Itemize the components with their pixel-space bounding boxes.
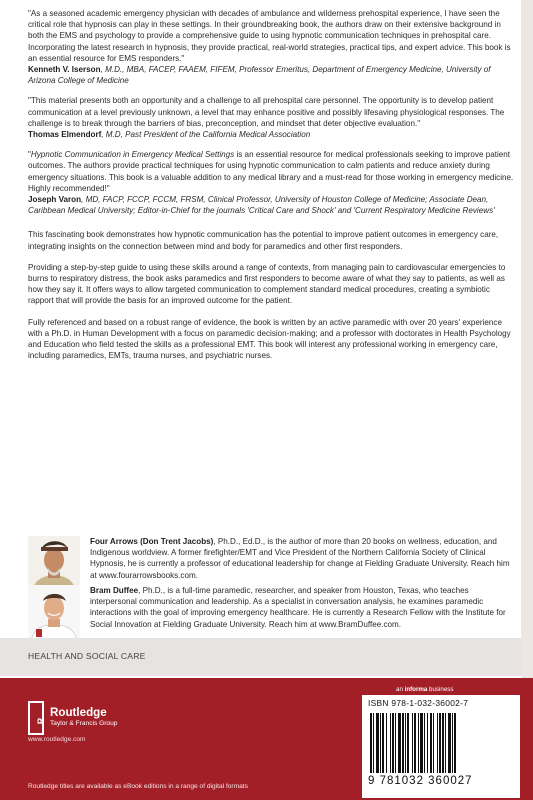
- author-bio: , Ph.D., is a full-time paramedic, researcher, and speaker from Houston, Texas, who teaches interpersonal communication and leadership. As a specialist in conversation analysis, he examines paramedic interactions with the goal of improving emergency healthcare. He is currently a Research Fellow with the Institute for Social Innovation at Fielding Graduate University. Reach him at www.BramDuffee.com.: [90, 586, 506, 629]
- endorser-name: Kenneth V. Iserson: [28, 65, 101, 75]
- svg-text:R: R: [36, 717, 46, 725]
- endorser-name: Thomas Elmendorf: [28, 130, 102, 140]
- author-bio: , Ph.D., Ed.D., is the author of more than 20 books on wellness, education, and Indigenous worldview. A former firefighter/EMT and Vice President of the Northern California Society of Clinical Hypnosis, he is currently a professor of educational leadership for change at Fielding Graduate University. Reach him at www.fourarrowsbooks.com.: [90, 537, 510, 580]
- description-paragraph-3: Fully referenced and based on a robust range of evidence, the book is written by an active paramedic with over 20 years' experience with a Ph.D. in Human Development with a focus on paramedic decision-making; and a professor with doctorates in Health Psychology and Education who field tested the skills as a professional EMT. This book will interest any professional working in emergency care, including paramedics, EMTs, trauma nurses, and psychiatric nurses.: [28, 317, 511, 361]
- endorsement-3: "Hypnotic Communication in Emergency Medical Settings is an essential resource for medical professionals seeking to improve patient outcomes. The authors provide practical techniques for using hypnotic communication to calm patients and reduce anxiety during emergency situations. This book is a valuable addition to any medical library and a must-read for those working in emergency medicine. Highly recommended!" Joseph Varon, MD, FACP, FCCP, FCCM, FRSM, Clinical Professor, University of Houston College of Medicine; Associate Dean, Caribbean Medical University; Editor-in-Chief for the journals 'Critical Care and Shock' and 'Current Respiratory Medicine Reviews': [28, 150, 514, 216]
- description-paragraph-2: Providing a step-by-step guide to using these skills around a range of contexts, from managing pain to cardiovascular emergencies to burns to respiratory distress, the book asks paramedics and first responders to become aware of what they say to patients, as well as how they say it. It offers ways to allow targeted communication to complement standard medical procedures, creating a symbiotic rapport that will provide the basis for an improved outcome for the patient.: [28, 262, 506, 306]
- publisher-subtitle: Taylor & Francis Group: [50, 720, 118, 727]
- endorser-affiliation: , M.D, Past President of the California Medical Association: [101, 130, 311, 140]
- book-title-reference: Hypnotic Communication in Emergency Medical Settings: [30, 150, 235, 160]
- cover-text-block: [28, 8, 514, 371]
- endorsement-1: [28, 8, 514, 86]
- cover-edge: [521, 0, 533, 678]
- author-photo-bram-duffee: [28, 585, 80, 641]
- isbn-text: ISBN 978-1-032-36002-7: [368, 698, 469, 708]
- author-name: Bram Duffee: [90, 586, 139, 595]
- author-bio-2: [28, 585, 514, 643]
- author-name: Four Arrows (Don Trent Jacobs): [90, 537, 214, 546]
- endorsement-text: "As a seasoned academic emergency physician with decades of ambulance and wilderness prehospital experience, I have seen the critical role that hypnosis can play in these settings. In their groundbreaking book, the authors draw on their extensive background in both the EMS and psychology to provide a comprehensive guide to using hypnotic communication techniques in prehospital care. Incorporating the latest research in hypnosis, they provide practical, real-world strategies, practical tips, and expert advice. This book is an essential resource for EMS responders.": [28, 9, 511, 63]
- endorser-name: Joseph Varon: [28, 195, 82, 205]
- endorser-affiliation: , MD, FACP, FCCP, FCCM, FRSM, Clinical Professor, University of Houston College of Medicine; Associate Dean, Caribbean Medical University; Editor-in-Chief for the journals 'Critical Care and Shock' and 'Current Respiratory Medicine Reviews': [28, 195, 495, 216]
- barcode-graphic: [370, 713, 512, 773]
- publisher-name: Routledge: [50, 706, 107, 719]
- isbn-barcode: [362, 695, 520, 798]
- author-bio-text: [90, 585, 514, 630]
- ebook-availability-note: Routledge titles are available as eBook editions in a range of digital formats: [28, 783, 248, 790]
- routledge-logo-icon: [28, 701, 44, 735]
- subject-category-band: [0, 638, 521, 676]
- endorser-affiliation: , M.D., MBA, FACEP, FAAEM, FIFEM, Professor Emeritus, Department of Emergency Medicine, University of Arizona College of Medicine: [28, 65, 491, 86]
- endorsement-text: is an essential resource for medical professionals seeking to improve patient outcomes. The authors provide practical techniques for using hypnotic communication to calm patients and reduce anxiety during emergency situations. This book is a valuable addition to any medical library and a must-read for those working in emergency medicine. Highly recommended!": [28, 150, 514, 193]
- endorsement-text: "This material presents both an opportunity and a challenge to all prehospital care personnel. The opportunity is to develop patient communication at a level previously unknown, a level that may enhance positive and possibly lifesaving physiological responses. The challenge is to break through the barriers of bias, preconception, and mindset that deter objective evaluation.": [28, 96, 505, 128]
- publisher-website: www.routledge.com: [28, 736, 86, 743]
- informa-business-tag: an informa business: [396, 686, 454, 693]
- description-paragraph-1: This fascinating book demonstrates how hypnotic communication has the potential to improve patient outcomes in emergency care, integrating insights on the connection between mind and body for paramedics and other first responders.: [28, 230, 499, 251]
- author-photo-four-arrows: [28, 536, 80, 592]
- barcode-number: 9 781032 360027: [368, 775, 473, 787]
- publisher-footer: [0, 678, 533, 800]
- endorsement-2: [28, 95, 514, 140]
- author-bio-text: [90, 536, 514, 581]
- subject-category: HEALTH AND SOCIAL CARE: [28, 651, 146, 661]
